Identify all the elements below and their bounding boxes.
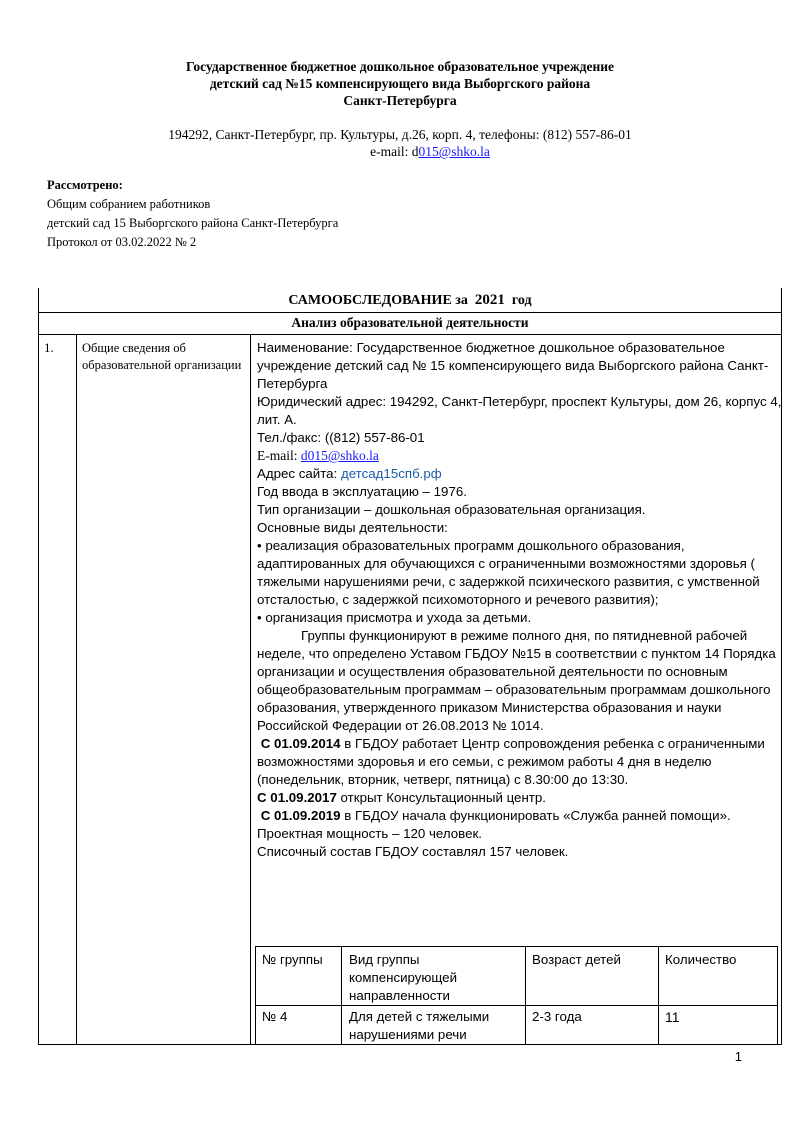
table-col-divider-1 bbox=[76, 334, 77, 1045]
inner-cell-count: 11 bbox=[665, 1009, 680, 1025]
reviewed-label: Рассмотрено: bbox=[47, 178, 123, 192]
email-link[interactable]: 015@shko.la bbox=[418, 144, 490, 159]
row-number: 1. bbox=[44, 340, 54, 355]
inner-header-type: Вид группы компенсирующей направленности bbox=[349, 952, 457, 1003]
inner-cell-type: Для детей с тяжелыми нарушениями речи bbox=[349, 1009, 490, 1042]
content-site: Адрес сайта: детсад15спб.рф bbox=[257, 466, 442, 481]
inner-header-count: Количество bbox=[665, 952, 737, 967]
org-name-line1: Государственное бюджетное дошкольное образовательное учреждение bbox=[185, 59, 614, 74]
table-divider-title bbox=[38, 312, 782, 313]
org-name-line3: Санкт-Петербурга bbox=[343, 93, 457, 108]
inner-table-right bbox=[777, 946, 778, 1045]
inner-header-group: № группы bbox=[262, 952, 323, 967]
table-subtitle: Анализ образовательной деятельности bbox=[291, 315, 529, 330]
page-number: 1 bbox=[734, 1049, 742, 1064]
content-year: Год ввода в эксплуатацию – 1976. bbox=[257, 484, 467, 499]
content-name: Наименование: Государственное бюджетное дошкольное образовательное учреждение детский сад № 15 компенсирующего вида Выборгского района Санкт-Петербурга bbox=[257, 340, 769, 391]
reviewed-line2: детский сад 15 Выборгского района Санкт-Петербурга bbox=[47, 216, 339, 230]
content-activity-1: • реализация образовательных программ дошкольного образования, адаптированных для обучающихся с ограниченными возможностями здоровья ( тяжелыми нарушениями речи, с задержкой психического развития, с умственной отсталостью, с задержкой психомоторного и речевого развития); bbox=[257, 538, 760, 607]
table-divider-subtitle bbox=[38, 334, 782, 335]
row-name: Общие сведения об образовательной организации bbox=[82, 341, 242, 372]
email-prefix: e-mail: d bbox=[370, 144, 419, 159]
content-activities-label: Основные виды деятельности: bbox=[257, 520, 448, 535]
content-email-link[interactable]: d015@shko.la bbox=[300, 448, 379, 463]
org-email bbox=[30, 143, 800, 160]
inner-table-col-3 bbox=[658, 946, 659, 1045]
table-col-divider-2 bbox=[250, 334, 251, 1045]
inner-cell-age: 2-3 года bbox=[532, 1009, 582, 1024]
inner-table-row-divider bbox=[255, 1005, 777, 1006]
table-border-left bbox=[38, 288, 39, 1045]
content-groups-mode: Группы функционируют в режиме полного дня, по пятидневной рабочей неделе, что определено Уставом ГБДОУ №15 в соответствии с пунктом 14 Порядка организации и осуществления образовательной деятельности по основным общеобразовательным программам – образовательным программам дошкольного образования, утвержденного приказом Министерства образования и науки Российской Федерации от 26.08.2013 № 1014. bbox=[257, 628, 776, 733]
content-capacity: Проектная мощность – 120 человек. bbox=[257, 826, 482, 841]
content-service-2019: С 01.09.2019 в ГБДОУ начала функционировать «Служба ранней помощи». bbox=[260, 808, 731, 823]
table-title: САМООБСЛЕДОВАНИЕ за 2021 год bbox=[288, 292, 532, 308]
inner-table-top bbox=[255, 946, 777, 947]
content-phone: Тел./факс: ((812) 557-86-01 bbox=[257, 430, 425, 445]
inner-header-age: Возраст детей bbox=[532, 952, 621, 967]
org-name-line2: детский сад №15 компенсирующего вида Выборгского района bbox=[209, 76, 591, 91]
content-org-type: Тип организации – дошкольная образовательная организация. bbox=[257, 502, 646, 517]
content-center-2014: С 01.09.2014 в ГБДОУ работает Центр сопровождения ребенка с ограниченными возможностями здоровья и его семьи, с режимом работы 4 дня в неделю (понедельник, вторник, четверг, пятница) с 8.30:00 до 13:30. bbox=[257, 736, 765, 787]
inner-table-left bbox=[255, 946, 256, 1045]
org-address: 194292, Санкт-Петербург, пр. Культуры, д.26, корп. 4, телефоны: (812) 557-86-01 bbox=[168, 127, 632, 142]
inner-table-col-1 bbox=[341, 946, 342, 1045]
inner-cell-group: № 4 bbox=[262, 1009, 288, 1024]
reviewed-line1: Общим собранием работников bbox=[47, 197, 211, 211]
row-content bbox=[257, 339, 782, 861]
content-legal-address: Юридический адрес: 194292, Санкт-Петербург, проспект Культуры, дом 26, корпус 4, лит. А. bbox=[257, 394, 782, 427]
table-border-bottom bbox=[38, 1044, 782, 1045]
content-activity-2: • организация присмотра и ухода за детьми. bbox=[257, 610, 532, 625]
content-site-link[interactable]: детсад15спб.рф bbox=[340, 466, 442, 481]
content-email: E-mail: d015@shko.la bbox=[257, 448, 379, 463]
inner-table-col-2 bbox=[525, 946, 526, 1045]
content-enrollment: Списочный состав ГБДОУ составлял 157 человек. bbox=[257, 844, 569, 859]
reviewed-line3: Протокол от 03.02.2022 № 2 bbox=[47, 235, 197, 249]
content-center-2017: С 01.09.2017 открыт Консультационный центр. bbox=[257, 790, 546, 805]
